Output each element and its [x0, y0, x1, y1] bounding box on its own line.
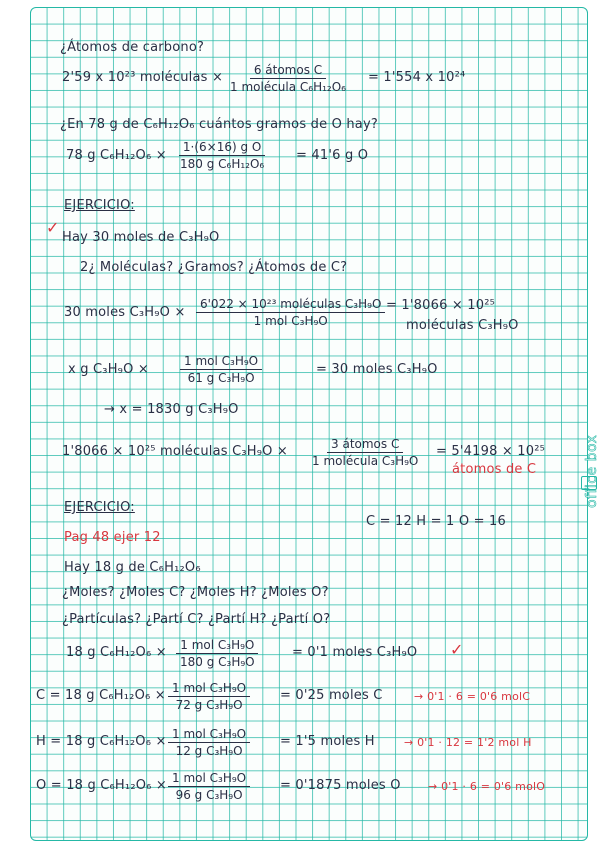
calc5-fraction [308, 437, 422, 468]
calc3-result-top: = 1'8066 × 10²⁵ [386, 298, 496, 313]
calc9-numerator: 1 mol C₃H₉O [168, 771, 250, 787]
calc5-result-unit: átomos de C [452, 462, 537, 477]
calc4-fraction [180, 354, 262, 385]
page-reference: Pag 48 ejer 12 [64, 530, 161, 545]
calc5-denominator: 1 molécula C₃H₉O [312, 454, 419, 468]
exercise-heading-1: EJERCICIO: [64, 198, 135, 213]
calc1-left: 2'59 x 10²³ moléculas × [62, 70, 224, 85]
calc9-result: = 0'1875 moles O [280, 778, 401, 793]
red-checkmark-icon: ✓ [450, 640, 464, 659]
calc3-result-bottom: moléculas C₃H₉O [406, 318, 519, 333]
calc5-result: = 5'4198 × 10²⁵ [436, 444, 546, 459]
box-logo-icon [581, 476, 597, 490]
calc3-left: 30 moles C₃H₉O × [64, 305, 186, 320]
atomic-masses: C = 12 H = 1 O = 16 [366, 514, 506, 529]
calc7-result: = 0'25 moles C [280, 688, 383, 703]
given-30-moles: Hay 30 moles de C₃H₉O [62, 230, 220, 245]
calc2-denominator: 180 g C₆H₁₂O₆ [180, 157, 265, 171]
calc3-fraction [196, 297, 385, 328]
exercise2-questions-particles: ¿Partículas? ¿Partí C? ¿Partí H? ¿Partí O? [62, 612, 331, 627]
calc8-check: → 0'1 · 12 = 1'2 mol H [404, 736, 532, 749]
calc9-check: → 0'1 · 6 = 0'6 molO [428, 780, 546, 793]
question-oxygen-grams: ¿En 78 g de C₆H₁₂O₆ cuántos gramos de O hay? [60, 117, 378, 132]
calc3-denominator: 1 mol C₃H₉O [253, 314, 328, 328]
calc8-left: H = 18 g C₆H₁₂O₆ × [36, 734, 167, 749]
calc7-fraction [168, 681, 250, 712]
calc8-denominator: 12 g C₃H₉O [175, 744, 243, 758]
red-checkmark-icon: ✓ [46, 218, 60, 237]
calc2-left: 78 g C₆H₁₂O₆ × [66, 148, 167, 163]
calc6-left: 18 g C₆H₁₂O₆ × [66, 645, 167, 660]
calc6-numerator: 1 mol C₃H₉O [176, 638, 258, 654]
calc7-numerator: 1 mol C₃H₉O [168, 681, 250, 697]
calc8-result: = 1'5 moles H [280, 734, 375, 749]
calc9-denominator: 96 g C₃H₉O [175, 788, 243, 802]
calc8-fraction [168, 727, 250, 758]
calc4-left: x g C₃H₉O × [68, 362, 149, 377]
calc7-check: → 0'1 · 6 = 0'6 molC [414, 690, 531, 703]
calc4-denominator: 61 g C₃H₉O [187, 371, 255, 385]
question-carbon-atoms: ¿Átomos de carbono? [60, 40, 205, 55]
calc4-numerator: 1 mol C₃H₉O [180, 354, 262, 370]
calc1-numerator: 6 átomos C [250, 63, 326, 79]
calc3-numerator: 6'022 × 10²³ moléculas C₃H₉O [196, 297, 385, 313]
calc9-fraction [168, 771, 250, 802]
grid-paper-sheet [30, 7, 588, 841]
calc4-result: = 30 moles C₃H₉O [316, 362, 438, 377]
exercise1-questions: 2¿ Moléculas? ¿Gramos? ¿Átomos de C? [80, 260, 348, 275]
calc2-numerator: 1·(6×16) g O [179, 140, 265, 156]
calc7-denominator: 72 g C₃H₉O [175, 698, 243, 712]
calc5-numerator: 3 átomos C [327, 437, 403, 453]
brand-label: office box [584, 434, 600, 508]
calc2-fraction [176, 140, 268, 171]
exercise2-questions-moles: ¿Moles? ¿Moles C? ¿Moles H? ¿Moles O? [62, 585, 329, 600]
calc6-fraction [176, 638, 259, 669]
calc8-numerator: 1 mol C₃H₉O [168, 727, 250, 743]
calc9-left: O = 18 g C₆H₁₂O₆ × [36, 778, 168, 793]
calc1-denominator: 1 molécula C₆H₁₂O₆ [230, 80, 346, 94]
calc5-left: 1'8066 × 10²⁵ moléculas C₃H₉O × [62, 444, 289, 459]
calc4-solution: → x = 1830 g C₃H₉O [104, 402, 239, 417]
brand-strip [580, 380, 598, 510]
calc1-fraction [226, 63, 350, 94]
given-18-grams: Hay 18 g de C₆H₁₂O₆ [64, 560, 201, 575]
calc6-result: = 0'1 moles C₃H₉O [292, 645, 418, 660]
calc1-result: = 1'554 x 10²⁴ [368, 70, 466, 85]
calc6-denominator: 180 g C₃H₉O [180, 655, 255, 669]
exercise-heading-2: EJERCICIO: [64, 500, 135, 515]
calc2-result: = 41'6 g O [296, 148, 369, 163]
calc7-left: C = 18 g C₆H₁₂O₆ × [36, 688, 166, 703]
